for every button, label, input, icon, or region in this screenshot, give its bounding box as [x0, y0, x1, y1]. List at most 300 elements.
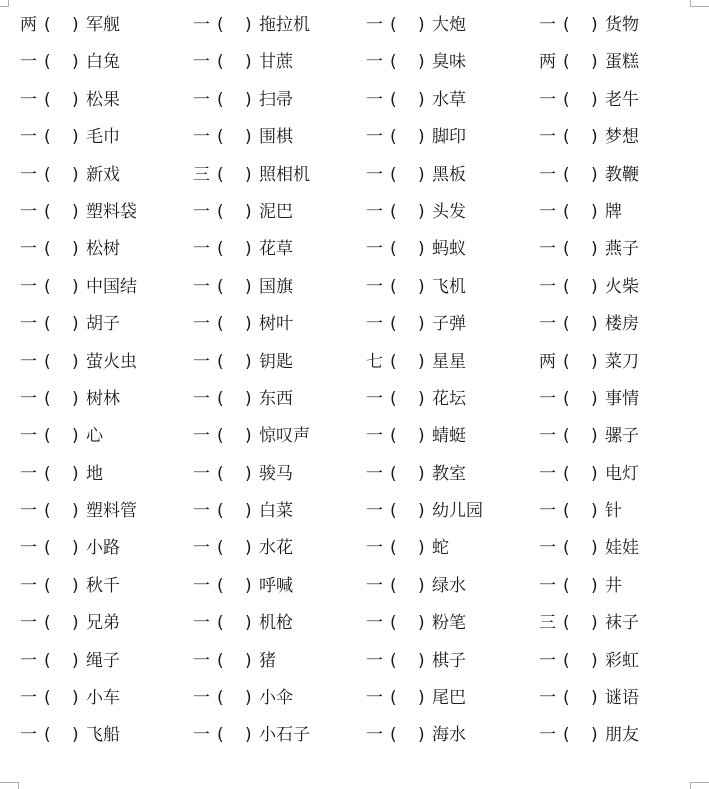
exercise-row — [0, 83, 709, 120]
blank-close-paren: ) — [591, 650, 598, 671]
numeral: 一 — [20, 725, 37, 746]
blank-close-paren: ) — [591, 314, 598, 335]
blank-open-paren: ( — [563, 650, 570, 671]
numeral: 一 — [539, 463, 556, 484]
blank-open-paren: ( — [563, 388, 570, 409]
noun: 事情 — [605, 388, 639, 409]
blank-open-paren: ( — [390, 688, 397, 709]
blank-close-paren: ) — [591, 613, 598, 634]
blank-open-paren: ( — [390, 463, 397, 484]
numeral: 一 — [20, 351, 37, 372]
blank-close-paren: ) — [418, 538, 425, 559]
numeral: 一 — [20, 463, 37, 484]
noun: 蛋糕 — [605, 52, 639, 73]
blank-close-paren: ) — [72, 127, 79, 148]
blank-open-paren: ( — [217, 15, 224, 35]
blank-open-paren: ( — [390, 164, 397, 185]
blank-close-paren: ) — [418, 314, 425, 335]
blank-close-paren: ) — [591, 501, 598, 522]
blank-open-paren: ( — [44, 650, 51, 671]
blank-open-paren: ( — [217, 164, 224, 185]
blank-open-paren: ( — [390, 15, 397, 35]
numeral: 一 — [20, 613, 37, 634]
blank-close-paren: ) — [72, 164, 79, 185]
numeral: 一 — [20, 688, 37, 709]
blank-close-paren: ) — [418, 127, 425, 148]
blank-close-paren: ) — [418, 15, 425, 35]
blank-open-paren: ( — [390, 575, 397, 596]
numeral: 一 — [20, 201, 37, 222]
blank-open-paren: ( — [390, 127, 397, 148]
numeral: 一 — [193, 426, 210, 447]
blank-open-paren: ( — [563, 351, 570, 372]
exercise-row — [0, 270, 709, 307]
blank-close-paren: ) — [245, 127, 252, 148]
blank-open-paren: ( — [563, 52, 570, 73]
blank-close-paren: ) — [418, 650, 425, 671]
numeral: 两 — [20, 15, 37, 35]
noun: 蛇 — [432, 538, 449, 559]
blank-close-paren: ) — [245, 501, 252, 522]
blank-open-paren: ( — [44, 164, 51, 185]
blank-close-paren: ) — [418, 388, 425, 409]
noun: 花坛 — [432, 388, 466, 409]
exercise-row — [0, 606, 709, 643]
blank-close-paren: ) — [591, 538, 598, 559]
numeral: 一 — [193, 89, 210, 110]
blank-close-paren: ) — [245, 164, 252, 185]
numeral: 一 — [539, 239, 556, 260]
numeral: 一 — [366, 501, 383, 522]
exercise-row — [0, 531, 709, 568]
numeral: 一 — [20, 538, 37, 559]
blank-open-paren: ( — [44, 15, 51, 35]
blank-close-paren: ) — [72, 426, 79, 447]
noun: 塑料管 — [86, 501, 137, 522]
blank-open-paren: ( — [44, 426, 51, 447]
noun: 小车 — [86, 688, 120, 709]
exercise-row — [0, 457, 709, 494]
numeral: 一 — [366, 538, 383, 559]
blank-open-paren: ( — [563, 426, 570, 447]
blank-open-paren: ( — [390, 501, 397, 522]
blank-close-paren: ) — [245, 239, 252, 260]
noun: 国旗 — [259, 276, 293, 297]
blank-close-paren: ) — [591, 201, 598, 222]
numeral: 一 — [20, 164, 37, 185]
exercise-row — [0, 8, 709, 45]
blank-open-paren: ( — [563, 314, 570, 335]
blank-open-paren: ( — [390, 613, 397, 634]
exercise-row — [0, 158, 709, 195]
page-corner-mark-bottom-left — [0, 782, 19, 789]
blank-open-paren: ( — [563, 89, 570, 110]
numeral: 一 — [539, 276, 556, 297]
blank-close-paren: ) — [72, 725, 79, 746]
blank-open-paren: ( — [217, 650, 224, 671]
blank-open-paren: ( — [44, 688, 51, 709]
blank-close-paren: ) — [72, 201, 79, 222]
noun: 彩虹 — [605, 650, 639, 671]
blank-open-paren: ( — [563, 201, 570, 222]
noun: 头发 — [432, 201, 466, 222]
blank-open-paren: ( — [217, 688, 224, 709]
blank-close-paren: ) — [245, 538, 252, 559]
numeral: 一 — [366, 426, 383, 447]
blank-close-paren: ) — [591, 89, 598, 110]
blank-close-paren: ) — [418, 164, 425, 185]
numeral: 三 — [193, 164, 210, 185]
numeral: 一 — [20, 314, 37, 335]
blank-close-paren: ) — [591, 575, 598, 596]
exercise-row — [0, 644, 709, 681]
noun: 中国结 — [86, 276, 137, 297]
blank-open-paren: ( — [44, 351, 51, 372]
blank-open-paren: ( — [44, 89, 51, 110]
noun: 老牛 — [605, 89, 639, 110]
blank-open-paren: ( — [390, 276, 397, 297]
noun: 小伞 — [259, 688, 293, 709]
numeral: 七 — [366, 351, 383, 372]
noun: 飞机 — [432, 276, 466, 297]
noun: 地 — [86, 463, 103, 484]
numeral: 一 — [193, 725, 210, 746]
blank-open-paren: ( — [217, 201, 224, 222]
noun: 针 — [605, 501, 622, 522]
numeral: 一 — [20, 52, 37, 73]
numeral: 一 — [539, 89, 556, 110]
noun: 星星 — [432, 351, 466, 372]
blank-close-paren: ) — [245, 613, 252, 634]
blank-open-paren: ( — [44, 314, 51, 335]
numeral: 一 — [539, 575, 556, 596]
exercise-row — [0, 681, 709, 718]
numeral: 一 — [539, 388, 556, 409]
blank-open-paren: ( — [44, 575, 51, 596]
blank-close-paren: ) — [245, 15, 252, 35]
numeral: 一 — [366, 688, 383, 709]
noun: 绿水 — [432, 575, 466, 596]
blank-open-paren: ( — [563, 575, 570, 596]
page-corner-mark-bottom-right — [690, 782, 709, 789]
noun: 燕子 — [605, 239, 639, 260]
blank-close-paren: ) — [245, 52, 252, 73]
numeral: 一 — [539, 164, 556, 185]
blank-open-paren: ( — [44, 613, 51, 634]
blank-close-paren: ) — [418, 52, 425, 73]
noun: 子弹 — [432, 314, 466, 335]
numeral: 一 — [539, 127, 556, 148]
blank-close-paren: ) — [72, 613, 79, 634]
noun: 脚印 — [432, 127, 466, 148]
numeral: 一 — [366, 127, 383, 148]
blank-close-paren: ) — [72, 388, 79, 409]
blank-open-paren: ( — [44, 52, 51, 73]
blank-open-paren: ( — [563, 538, 570, 559]
numeral: 一 — [20, 127, 37, 148]
noun: 水草 — [432, 89, 466, 110]
blank-close-paren: ) — [418, 613, 425, 634]
blank-close-paren: ) — [245, 276, 252, 297]
noun: 飞船 — [86, 725, 120, 746]
noun: 拖拉机 — [259, 15, 310, 35]
blank-close-paren: ) — [591, 463, 598, 484]
noun: 楼房 — [605, 314, 639, 335]
blank-open-paren: ( — [44, 127, 51, 148]
blank-open-paren: ( — [44, 463, 51, 484]
numeral: 一 — [366, 725, 383, 746]
noun: 尾巴 — [432, 688, 466, 709]
exercise-row — [0, 718, 709, 755]
noun: 骏马 — [259, 463, 293, 484]
numeral: 一 — [193, 351, 210, 372]
numeral: 一 — [193, 650, 210, 671]
noun: 黑板 — [432, 164, 466, 185]
blank-close-paren: ) — [418, 463, 425, 484]
noun: 臭味 — [432, 52, 466, 73]
numeral: 一 — [366, 89, 383, 110]
blank-open-paren: ( — [390, 538, 397, 559]
blank-open-paren: ( — [217, 613, 224, 634]
noun: 猪 — [259, 650, 276, 671]
blank-open-paren: ( — [563, 463, 570, 484]
blank-open-paren: ( — [217, 351, 224, 372]
blank-close-paren: ) — [591, 351, 598, 372]
numeral: 一 — [366, 239, 383, 260]
numeral: 一 — [193, 688, 210, 709]
blank-open-paren: ( — [390, 650, 397, 671]
blank-close-paren: ) — [418, 501, 425, 522]
blank-open-paren: ( — [217, 501, 224, 522]
numeral: 一 — [366, 314, 383, 335]
numeral: 两 — [539, 52, 556, 73]
numeral: 一 — [193, 538, 210, 559]
blank-open-paren: ( — [390, 314, 397, 335]
blank-close-paren: ) — [245, 351, 252, 372]
numeral: 一 — [20, 239, 37, 260]
exercise-row — [0, 569, 709, 606]
numeral: 一 — [193, 314, 210, 335]
blank-open-paren: ( — [563, 164, 570, 185]
noun: 袜子 — [605, 613, 639, 634]
blank-close-paren: ) — [245, 463, 252, 484]
noun: 教室 — [432, 463, 466, 484]
noun: 娃娃 — [605, 538, 639, 559]
exercise-row — [0, 45, 709, 82]
noun: 骡子 — [605, 426, 639, 447]
numeral: 一 — [20, 426, 37, 447]
numeral: 一 — [539, 314, 556, 335]
noun: 花草 — [259, 239, 293, 260]
blank-close-paren: ) — [418, 725, 425, 746]
noun: 电灯 — [605, 463, 639, 484]
blank-open-paren: ( — [217, 725, 224, 746]
noun: 兄弟 — [86, 613, 120, 634]
blank-open-paren: ( — [563, 725, 570, 746]
numeral: 两 — [539, 351, 556, 372]
numeral: 一 — [366, 201, 383, 222]
blank-close-paren: ) — [72, 650, 79, 671]
noun: 梦想 — [605, 127, 639, 148]
blank-open-paren: ( — [44, 388, 51, 409]
blank-close-paren: ) — [72, 314, 79, 335]
numeral: 一 — [20, 501, 37, 522]
noun: 心 — [86, 426, 103, 447]
blank-close-paren: ) — [418, 201, 425, 222]
blank-close-paren: ) — [418, 276, 425, 297]
noun: 胡子 — [86, 314, 120, 335]
noun: 蚂蚁 — [432, 239, 466, 260]
numeral: 一 — [20, 650, 37, 671]
noun: 蜻蜓 — [432, 426, 466, 447]
blank-open-paren: ( — [44, 538, 51, 559]
blank-close-paren: ) — [245, 89, 252, 110]
blank-close-paren: ) — [591, 688, 598, 709]
blank-open-paren: ( — [217, 314, 224, 335]
noun: 惊叹声 — [259, 426, 310, 447]
numeral: 一 — [193, 276, 210, 297]
blank-open-paren: ( — [217, 127, 224, 148]
blank-open-paren: ( — [44, 725, 51, 746]
noun: 围棋 — [259, 127, 293, 148]
noun: 机枪 — [259, 613, 293, 634]
noun: 照相机 — [259, 164, 310, 185]
numeral: 一 — [539, 650, 556, 671]
blank-open-paren: ( — [563, 501, 570, 522]
blank-open-paren: ( — [390, 351, 397, 372]
blank-close-paren: ) — [418, 239, 425, 260]
numeral: 一 — [539, 725, 556, 746]
blank-open-paren: ( — [217, 538, 224, 559]
blank-open-paren: ( — [563, 276, 570, 297]
blank-close-paren: ) — [72, 239, 79, 260]
blank-close-paren: ) — [591, 52, 598, 73]
numeral: 一 — [366, 388, 383, 409]
noun: 新戏 — [86, 164, 120, 185]
noun: 谜语 — [605, 688, 639, 709]
blank-open-paren: ( — [563, 688, 570, 709]
noun: 甘蔗 — [259, 52, 293, 73]
numeral: 一 — [539, 688, 556, 709]
exercise-row — [0, 195, 709, 232]
blank-open-paren: ( — [563, 613, 570, 634]
blank-close-paren: ) — [72, 276, 79, 297]
blank-close-paren: ) — [591, 725, 598, 746]
numeral: 一 — [366, 52, 383, 73]
blank-close-paren: ) — [418, 89, 425, 110]
numeral: 一 — [20, 276, 37, 297]
blank-open-paren: ( — [390, 239, 397, 260]
blank-close-paren: ) — [72, 538, 79, 559]
blank-open-paren: ( — [44, 276, 51, 297]
blank-close-paren: ) — [245, 201, 252, 222]
blank-open-paren: ( — [217, 388, 224, 409]
numeral: 一 — [193, 15, 210, 35]
blank-open-paren: ( — [44, 201, 51, 222]
blank-close-paren: ) — [72, 688, 79, 709]
noun: 粉笔 — [432, 613, 466, 634]
noun: 小路 — [86, 538, 120, 559]
noun: 水花 — [259, 538, 293, 559]
blank-close-paren: ) — [72, 351, 79, 372]
blank-open-paren: ( — [217, 426, 224, 447]
noun: 塑料袋 — [86, 201, 137, 222]
blank-open-paren: ( — [390, 426, 397, 447]
exercise-row — [0, 494, 709, 531]
noun: 幼儿园 — [432, 501, 483, 522]
blank-open-paren: ( — [390, 52, 397, 73]
noun: 松果 — [86, 89, 120, 110]
exercise-row — [0, 307, 709, 344]
blank-open-paren: ( — [217, 239, 224, 260]
exercise-row — [0, 419, 709, 456]
blank-open-paren: ( — [217, 89, 224, 110]
blank-close-paren: ) — [72, 89, 79, 110]
noun: 松树 — [86, 239, 120, 260]
noun: 火柴 — [605, 276, 639, 297]
noun: 萤火虫 — [86, 351, 137, 372]
blank-close-paren: ) — [72, 15, 79, 35]
blank-open-paren: ( — [217, 463, 224, 484]
numeral: 三 — [539, 613, 556, 634]
blank-open-paren: ( — [390, 725, 397, 746]
noun: 树叶 — [259, 314, 293, 335]
blank-open-paren: ( — [44, 501, 51, 522]
numeral: 一 — [193, 201, 210, 222]
noun: 呼喊 — [259, 575, 293, 596]
exercise-row — [0, 345, 709, 382]
numeral: 一 — [366, 613, 383, 634]
blank-close-paren: ) — [591, 426, 598, 447]
blank-close-paren: ) — [418, 426, 425, 447]
page-corner-mark-top-left — [0, 0, 9, 7]
noun: 教鞭 — [605, 164, 639, 185]
blank-open-paren: ( — [217, 52, 224, 73]
numeral: 一 — [366, 164, 383, 185]
exercise-row — [0, 120, 709, 157]
blank-close-paren: ) — [418, 351, 425, 372]
blank-close-paren: ) — [245, 388, 252, 409]
blank-open-paren: ( — [390, 388, 397, 409]
noun: 东西 — [259, 388, 293, 409]
blank-open-paren: ( — [217, 276, 224, 297]
numeral: 一 — [193, 575, 210, 596]
numeral: 一 — [539, 201, 556, 222]
numeral: 一 — [366, 15, 383, 35]
noun: 大炮 — [432, 15, 466, 35]
numeral: 一 — [20, 388, 37, 409]
noun: 牌 — [605, 201, 622, 222]
blank-close-paren: ) — [72, 575, 79, 596]
numeral: 一 — [20, 575, 37, 596]
noun: 泥巴 — [259, 201, 293, 222]
numeral: 一 — [193, 463, 210, 484]
noun: 朋友 — [605, 725, 639, 746]
blank-open-paren: ( — [390, 201, 397, 222]
numeral: 一 — [539, 426, 556, 447]
numeral: 一 — [366, 463, 383, 484]
blank-close-paren: ) — [591, 276, 598, 297]
blank-close-paren: ) — [245, 725, 252, 746]
numeral: 一 — [20, 89, 37, 110]
blank-close-paren: ) — [245, 314, 252, 335]
noun: 秋千 — [86, 575, 120, 596]
noun: 树林 — [86, 388, 120, 409]
noun: 海水 — [432, 725, 466, 746]
numeral: 一 — [539, 501, 556, 522]
blank-close-paren: ) — [245, 426, 252, 447]
noun: 菜刀 — [605, 351, 639, 372]
